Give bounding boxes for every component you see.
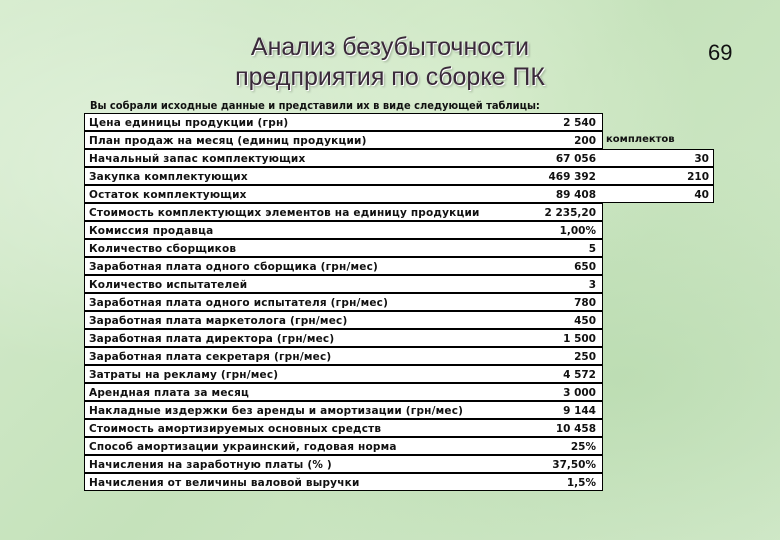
row-label: Начальный запас комплектующих (84, 149, 498, 167)
row-value: 780 (497, 293, 603, 311)
table-row (0, 383, 780, 401)
row-value: 2 540 (497, 113, 603, 131)
row-value: 1,5% (497, 473, 603, 491)
row-label: Затраты на рекламу (грн/мес) (84, 365, 498, 383)
table-row (0, 203, 780, 221)
slide-title (0, 32, 780, 92)
row-label: План продаж на месяц (единиц продукции) (84, 131, 498, 149)
row-value: 25% (497, 437, 603, 455)
row-label: Заработная плата одного сборщика (грн/мес) (84, 257, 498, 275)
row-extra-value: 40 (602, 185, 714, 203)
intro-text: Вы собрали исходные данные и представили их в виде следующей таблицы: (90, 99, 540, 112)
slide-title-line-2: предприятия по сборке ПК (235, 63, 545, 91)
row-label: Заработная плата одного испытателя (грн/мес) (84, 293, 498, 311)
slide-title-line-1: Анализ безубыточности (250, 33, 530, 61)
table-row (0, 239, 780, 257)
table-row (0, 149, 780, 167)
table-row (0, 455, 780, 473)
row-extra-value: 30 (602, 149, 714, 167)
row-label: Заработная плата директора (грн/мес) (84, 329, 498, 347)
table-row (0, 167, 780, 185)
row-label: Количество испытателей (84, 275, 498, 293)
table-row (0, 473, 780, 491)
row-label: Начисления на заработную платы (% ) (84, 455, 498, 473)
row-label: Закупка комплектующих (84, 167, 498, 185)
row-note: комплектов (606, 134, 675, 145)
table-row (0, 401, 780, 419)
row-label: Накладные издержки без аренды и амортизации (грн/мес) (84, 401, 498, 419)
table-row (0, 419, 780, 437)
row-value: 89 408 (497, 185, 603, 203)
row-value: 4 572 (497, 365, 603, 383)
row-value: 2 235,20 (497, 203, 603, 221)
table-row (0, 347, 780, 365)
row-value: 1 500 (497, 329, 603, 347)
table-row (0, 113, 780, 131)
row-label: Заработная плата секретаря (грн/мес) (84, 347, 498, 365)
table-row (0, 437, 780, 455)
row-value: 3 (497, 275, 603, 293)
row-label: Способ амортизации украинский, годовая норма (84, 437, 498, 455)
row-label: Арендная плата за месяц (84, 383, 498, 401)
row-value: 5 (497, 239, 603, 257)
table-row (0, 131, 780, 149)
row-label: Стоимость комплектующих элементов на единицу продукции (84, 203, 498, 221)
row-extra-value: 210 (602, 167, 714, 185)
table-row (0, 293, 780, 311)
table-row (0, 311, 780, 329)
row-label: Заработная плата маркетолога (грн/мес) (84, 311, 498, 329)
table-row (0, 275, 780, 293)
row-label: Комиссия продавца (84, 221, 498, 239)
row-value: 3 000 (497, 383, 603, 401)
row-value: 37,50% (497, 455, 603, 473)
row-label: Остаток комплектующих (84, 185, 498, 203)
table-row (0, 221, 780, 239)
table-row (0, 185, 780, 203)
row-value: 9 144 (497, 401, 603, 419)
row-label: Цена единицы продукции (грн) (84, 113, 498, 131)
row-value: 10 458 (497, 419, 603, 437)
row-value: 450 (497, 311, 603, 329)
row-value: 1,00% (497, 221, 603, 239)
page-number: 69 (708, 40, 733, 65)
row-value: 200 (497, 131, 603, 149)
row-value: 250 (497, 347, 603, 365)
table-row (0, 257, 780, 275)
row-label: Стоимость амортизируемых основных средств (84, 419, 498, 437)
row-value: 650 (497, 257, 603, 275)
table-row (0, 329, 780, 347)
table-row (0, 365, 780, 383)
row-value: 469 392 (497, 167, 603, 185)
row-value: 67 056 (497, 149, 603, 167)
row-label: Начисления от величины валовой выручки (84, 473, 498, 491)
row-label: Количество сборщиков (84, 239, 498, 257)
